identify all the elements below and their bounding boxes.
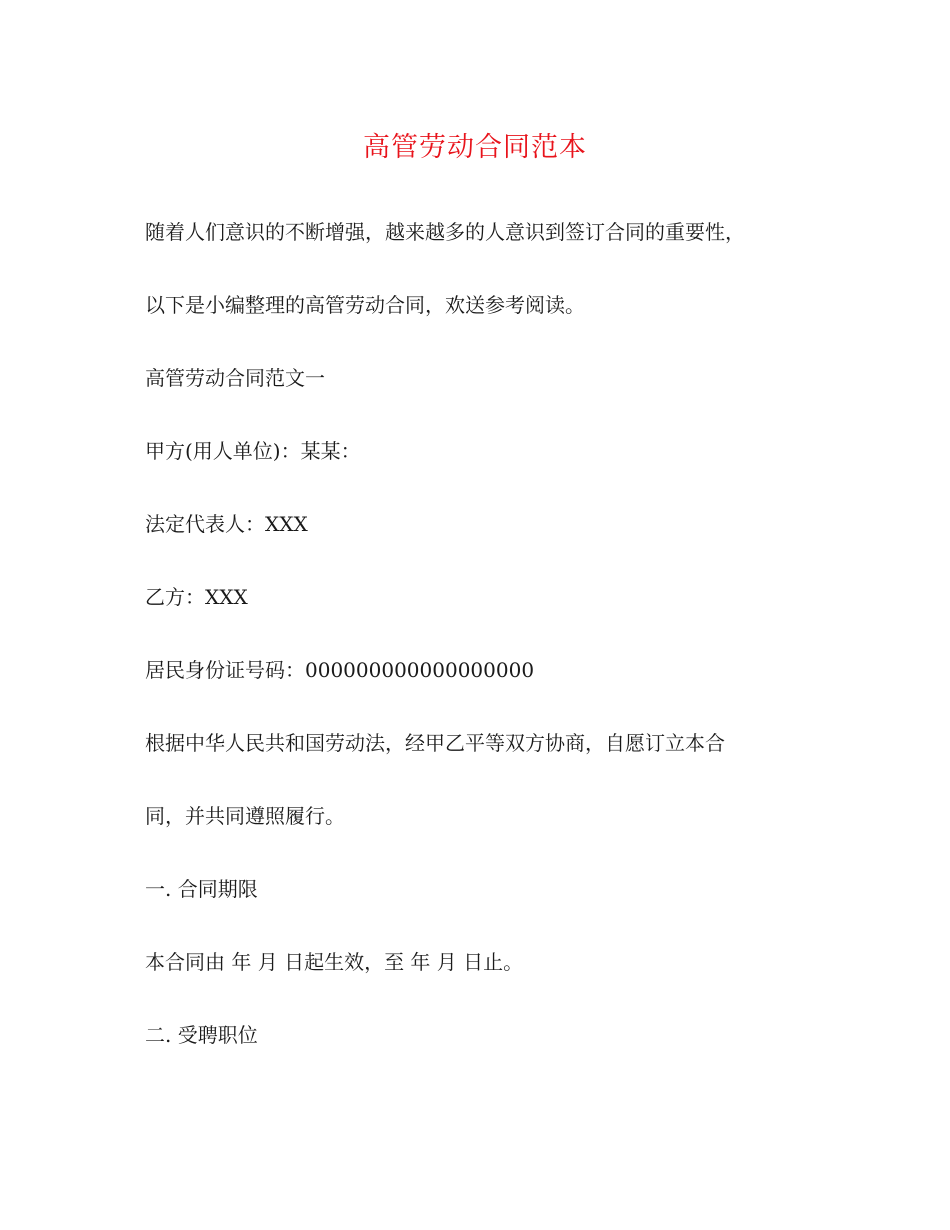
party-b-line: 乙方：XXX [145, 585, 248, 609]
paragraph-line: 以下是小编整理的高管劳动合同，欢送参考阅读。 [145, 293, 585, 317]
paragraph-line: 随着人们意识的不断增强，越来越多的人意识到签订合同的重要性， [145, 220, 745, 244]
clause-heading: 二. 受聘职位 [145, 1023, 258, 1047]
clause-heading: 一. 合同期限 [145, 877, 258, 901]
paragraph-line: 根据中华人民共和国劳动法，经甲乙平等双方协商，自愿订立本合 [145, 731, 725, 755]
id-number-line: 居民身份证号码：000000000000000000 [145, 658, 535, 682]
legal-rep-line: 法定代表人：XXX [145, 512, 308, 536]
document-title: 高管劳动合同范本 [363, 132, 587, 163]
section-heading: 高管劳动合同范文一 [145, 366, 325, 390]
paragraph-line: 同，并共同遵照履行。 [145, 804, 345, 828]
party-a-line: 甲方(用人单位)：某某： [145, 439, 361, 463]
paragraph-line: 本合同由 年 月 日起生效，至 年 月 日止。 [145, 950, 524, 974]
